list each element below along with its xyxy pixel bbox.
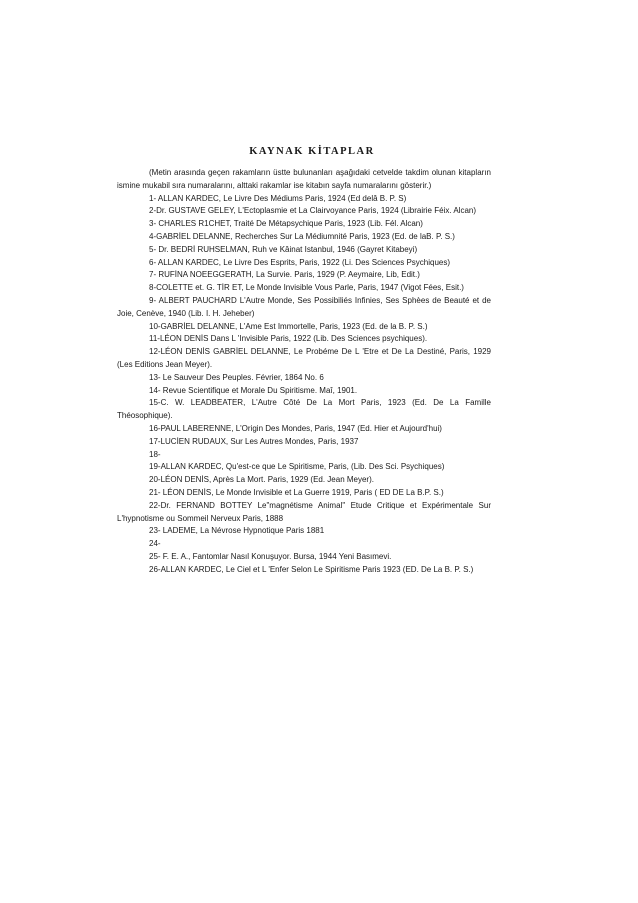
reference-entry-23: 23- LADEME, La Névrose Hypnotique Paris 1881 — [149, 526, 325, 536]
reference-entry-10: 10-GABRİEL DELANNE, L'Ame Est Immortelle, Paris, 1923 (Ed. de la B. P. S.) — [149, 321, 428, 331]
reference-entry-17: 17-LUCİEN RUDAUX, Sur Les Autres Mondes, Paris, 1937 — [149, 436, 359, 446]
reference-entry-4: 4-GABRİEL DELANNE, Recherches Sur La Médiumnité Paris, 1923 (Ed. de laB. P. S.) — [149, 231, 455, 241]
reference-entry-13: 13- Le Sauveur Des Peuples. Février, 1864 No. 6 — [149, 372, 324, 382]
reference-entry-21: 21- LÉON DENİS, Le Monde Invisible et La Guerre 1919, Paris ( ED DE La B.P. S.) — [149, 487, 444, 497]
reference-entry-14: 14- Revue Scientifique et Morale Du Spiritisme. Maî, 1901. — [149, 385, 358, 395]
reference-entry-9: 9- ALBERT PAUCHARD L'Autre Monde, Ses Possibiliés Infinies, Ses Sphèes de Beauté et de Joie, Cenève, 1940 (Lib. I. H. Jeheber) — [117, 295, 491, 318]
reference-entry-16: 16-PAUL LABERENNE, L'Origin Des Mondes, Paris, 1947 (Ed. Hier et Aujourd'hui) — [149, 423, 442, 433]
reference-entry-20: 20-LÉON DENİS, Après La Mort. Paris, 1929 (Ed. Jean Meyer). — [149, 475, 374, 485]
reference-entry-3: 3- CHARLES R1CHET, Traité De Métapsychique Paris, 1923 (Lib. Fél. Alcan) — [149, 219, 423, 229]
reference-entry-26: 26-ALLAN KARDEC, Le Ciel et L 'Enfer Selon Le Spiritisme Paris 1923 (ED. De La B. P. S.) — [149, 564, 474, 574]
intro-note: (Metin arasında geçen rakamların üstte bulunanları aşağıdaki cetvelde takdim olunan kitapların ismine mukabil sıra numaralarını, alttaki rakamlar ise kitabın sayfa numaralarını gösterir.) — [117, 168, 491, 190]
page-title: KAYNAK KİTAPLAR — [249, 146, 375, 157]
reference-entry-6: 6- ALLAN KARDEC, Le Livre Des Esprits, Paris, 1922 (Li. Des Sciences Psychiques) — [149, 257, 451, 267]
reference-entry-25: 25- F. E. A., Fantomlar Nasıl Konuşuyor. Bursa, 1944 Yeni Basımevi. — [149, 551, 392, 561]
reference-entry-24: 24- — [149, 539, 161, 549]
reference-entry-19: 19-ALLAN KARDEC, Qu'est-ce que Le Spiritisme, Paris, (Lib. Des Sci. Psychiques) — [149, 462, 445, 472]
reference-entry-15: 15-C. W. LEADBEATER, L'Autre Côté De La Mort Paris, 1923 (Ed. De La Famille Théosophique). — [117, 398, 491, 421]
reference-entry-5: 5- Dr. BEDRİ RUHSELMAN, Ruh ve Kâinat Istanbul, 1946 (Gayret Kitabeyi) — [149, 244, 418, 254]
reference-entry-2: 2-Dr. GUSTAVE GELEY, L'Ectoplasmie et La Clairvoyance Paris, 1924 (Librairie Féix. Alcan) — [149, 206, 476, 216]
reference-list — [117, 167, 491, 577]
reference-entry-18: 18- — [149, 449, 161, 459]
reference-entry-1: 1- ALLAN KARDEC, Le Livre Des Médiums Paris, 1924 (Ed delâ B. P. S) — [149, 193, 407, 203]
reference-entry-8: 8-COLETTE et. G. TİR ET, Le Monde Invisible Vous Parle, Paris, 1947 (Vigot Fées, Esit.) — [149, 283, 464, 293]
reference-entry-7: 7- RUFİNA NOEEGGERATH, La Survie. Paris, 1929 (P. Aeymaire, Lib, Edit.) — [149, 270, 420, 280]
document-page — [117, 146, 491, 577]
reference-entry-22: 22-Dr. FERNAND BOTTEY Le"magnétisme Animal" Etude Critique et Expérimentale Sur L'hypnotisme ou Sommeil Nerveux Paris, 1888 — [117, 500, 491, 523]
reference-entry-11: 11-LÉON DENİS Dans L 'Invisible Paris, 1922 (Lib. Des Sciences psychiques). — [149, 334, 428, 344]
reference-entry-12: 12-LÉON DENİS GABRİEL DELANNE, Le Probéme De L 'Etre et De La Destiné, Paris, 1929 (Les Editions Jean Meyer). — [117, 347, 491, 369]
